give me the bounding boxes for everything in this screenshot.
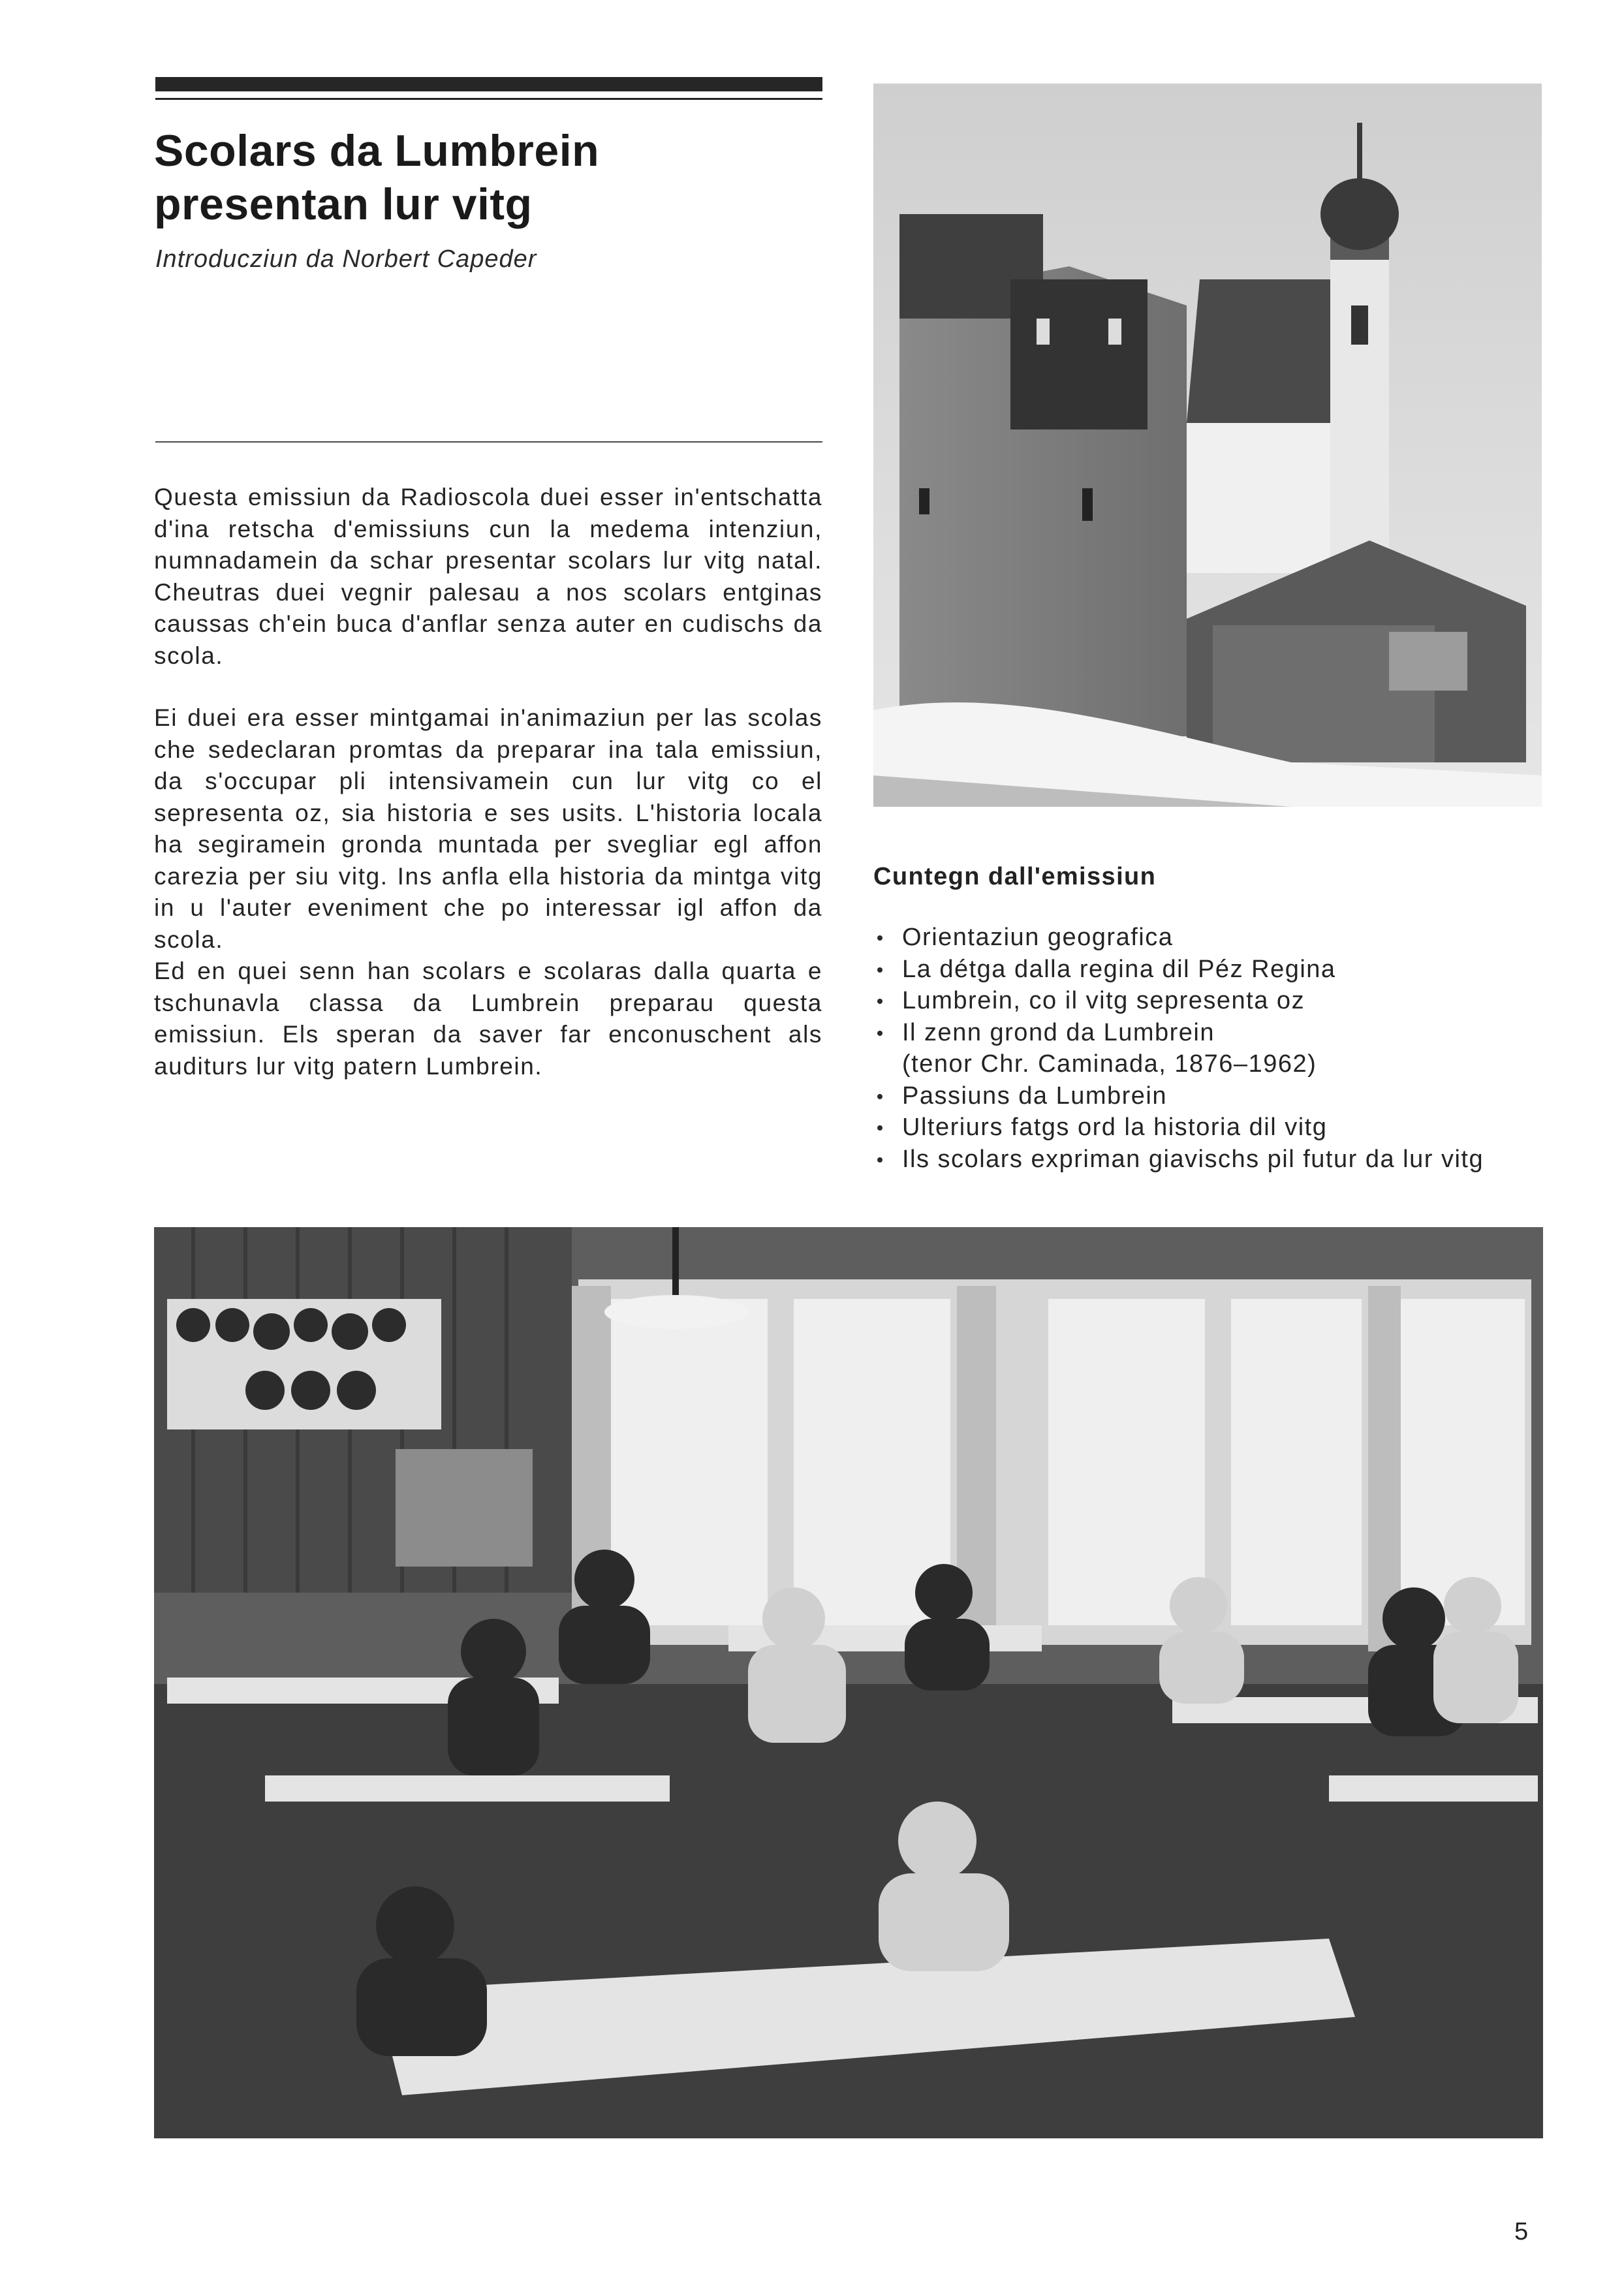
village-photo: [873, 84, 1542, 807]
body-paragraph-1: Questa emissiun da Radioscola duei esser in'entschatta d'ina retscha d'emissiuns cun la medema intenziun, numnadamein da schar presentar scolars lur vitg natal. Cheutras duei vegnir palesau a nos scolars entginas caussas ch'ein buca d'anflar senza auter en cudischs da scola.: [154, 484, 822, 669]
article-subtitle: Introducziun da Norbert Capeder: [155, 245, 537, 273]
article-title: [154, 124, 826, 231]
contents-list: [873, 922, 1552, 1175]
contents-item: Il zenn grond da Lumbrein (tenor Chr. Caminada, 1876–1962): [873, 1017, 1552, 1080]
classroom-photo: [154, 1227, 1543, 2138]
header-rule: [155, 77, 822, 91]
contents-item: Ils scolars expriman giavischs pil futur da lur vitg: [873, 1144, 1552, 1176]
body-paragraph-2: Ei duei era esser mintgamai in'animaziun per las scolas che sedeclaran promtas da preparar ina tala emissiun, da s'occupar pli intensivamein cun lur vitg co el sepresenta oz, sia historia e ses usits. L'historia locala ha segiramein gronda muntada per svegliar egl affon carezia per siu vitg. Ins anfla ella historia da mintga vitg in u l'auter eveniment che po interessar igl affon da scola. Ed en quei senn han scolars e scolaras dalla quarta e tschunavla classa da Lumbrein preparau questa emissiun. Els speran da saver far enconuschent als auditurs lur vitg patern Lumbrein.: [154, 704, 822, 1080]
article-title-line-1: Scolars da Lumbrein: [154, 126, 600, 176]
contents-item: Orientaziun geografica: [873, 922, 1552, 954]
contents-item: Lumbrein, co il vitg sepresenta oz: [873, 985, 1552, 1017]
contents-item: Ulteriurs fatgs ord la historia dil vitg: [873, 1112, 1552, 1144]
section-divider: [155, 441, 822, 443]
contents-heading: Cuntegn dall'emissiun: [873, 863, 1157, 890]
contents-item: Passiuns da Lumbrein: [873, 1080, 1552, 1112]
page-number: 5: [1514, 2218, 1529, 2245]
header-rule-thin: [155, 98, 822, 100]
article-title-line-2: presentan lur vitg: [154, 180, 533, 229]
contents-item: La détga dalla regina dil Péz Regina: [873, 954, 1552, 986]
